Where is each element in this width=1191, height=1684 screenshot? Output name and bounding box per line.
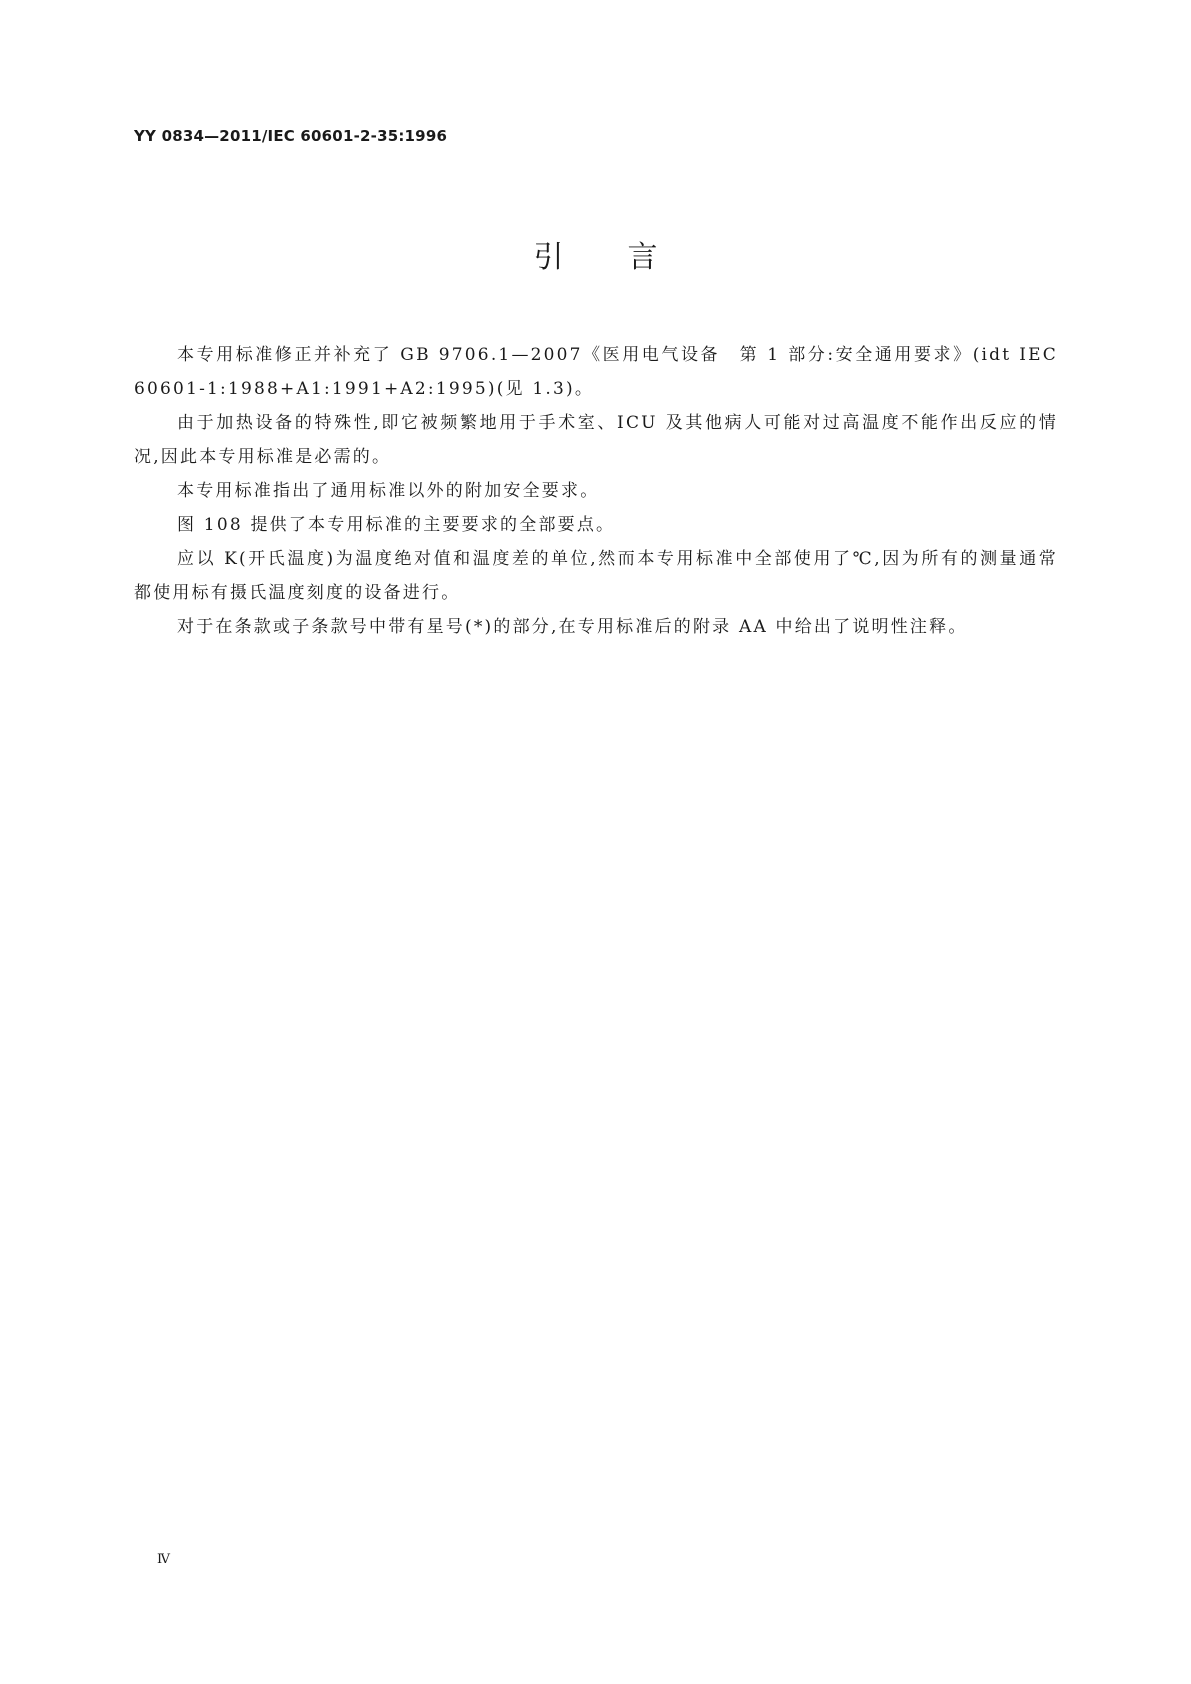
paragraph-2: 由于加热设备的特殊性,即它被频繁地用于手术室、ICU 及其他病人可能对过高温度不能作出反应的情况,因此本专用标准是必需的。 xyxy=(134,413,1058,467)
standard-code-number: 0834—2011/IEC 60601-2-35:1996 xyxy=(161,127,448,145)
paragraph-5: 应以 K(开氏温度)为温度绝对值和温度差的单位,然而本专用标准中全部使用了℃,因为所有的测量通常都使用标有摄氏温度刻度的设备进行。 xyxy=(134,549,1058,603)
introduction-body xyxy=(134,338,1058,644)
paragraph-1: 本专用标准修正并补充了 GB 9706.1—2007《医用电气设备 第 1 部分:安全通用要求》(idt IEC 60601-1:1988+A1:1991+A2:1995)(见 1.3)。 xyxy=(134,345,1058,399)
paragraph-6: 对于在条款或子条款号中带有星号(*)的部分,在专用标准后的附录 AA 中给出了说明性注释。 xyxy=(177,617,968,637)
page-number: Ⅳ xyxy=(157,1552,170,1567)
page-title: 引言 xyxy=(533,240,722,275)
paragraph-3: 本专用标准指出了通用标准以外的附加安全要求。 xyxy=(177,481,600,501)
paragraph-4: 图 108 提供了本专用标准的主要要求的全部要点。 xyxy=(177,515,616,535)
standard-code-prefix: YY xyxy=(134,127,157,145)
standard-code-header xyxy=(134,127,447,145)
